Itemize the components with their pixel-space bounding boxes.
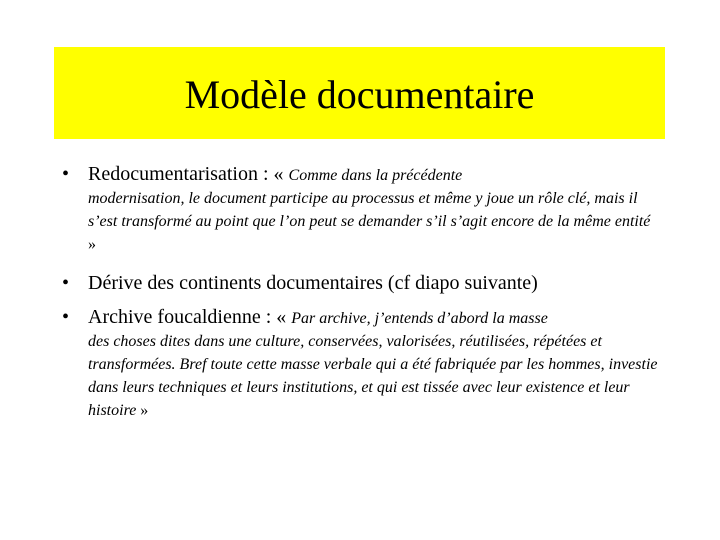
- quote-close: »: [88, 236, 96, 253]
- bullet-derive: [62, 271, 662, 295]
- bullet-marker: •: [62, 272, 70, 294]
- quote-rest: des choses dites dans une culture, conservées, valorisées, réutilisées, répétées et transformées. Bref toute cette masse verbale qui a été fabriquée par les hommes, investie dans leurs techniques et leurs institutions, et qui est tissée avec leur existence et leur histoire: [88, 333, 658, 419]
- bullet-marker: •: [62, 163, 70, 185]
- bullet-marker: •: [62, 306, 70, 328]
- bullet-archive: [62, 305, 662, 422]
- quote-first-line: Par archive, j’entends d’abord la masse: [291, 310, 548, 327]
- quote-close: »: [136, 402, 149, 419]
- quote-text: [88, 330, 662, 422]
- quote-text: [88, 187, 662, 256]
- title-banner: [54, 47, 665, 139]
- bullet-lead: Archive foucaldienne : «: [88, 306, 292, 328]
- bullet-redocumentarisation: [62, 162, 662, 256]
- quote-rest: modernisation, le document participe au processus et même y joue un rôle clé, mais il s’est transformé au point que l’on peut se demander s’il s’agit encore de la même entité: [88, 190, 651, 230]
- bullet-text: Dérive des continents documentaires (cf diapo suivante): [88, 272, 538, 294]
- bullet-lead: Redocumentarisation : «: [88, 163, 289, 185]
- quote-first-line: Comme dans la précédente: [288, 167, 463, 184]
- slide-title: Modèle documentaire: [184, 72, 535, 117]
